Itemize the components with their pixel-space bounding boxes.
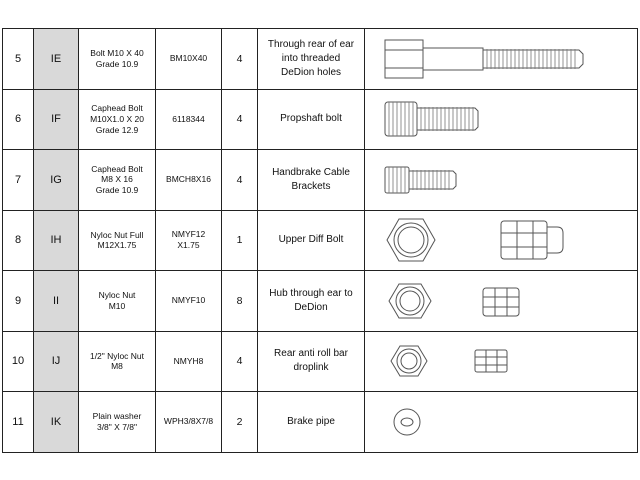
item-description: Caphead Bolt M10X1.0 X 20 Grade 12.9 (79, 89, 156, 150)
large-nyloc-nut-icon (365, 210, 638, 271)
usage: Propshaft bolt (258, 89, 365, 150)
table-row (3, 89, 638, 150)
item-description: Nyloc Nut Full M12X1.75 (79, 210, 156, 271)
item-number: 7 (3, 150, 34, 211)
usage: Upper Diff Bolt (258, 210, 365, 271)
item-number: 10 (3, 331, 34, 392)
small-caphead-bolt-icon (365, 150, 638, 211)
item-number: 5 (3, 29, 34, 90)
part-number: WPH3/8X7/8 (156, 392, 222, 453)
item-code: IG (34, 150, 79, 211)
caphead-bolt-icon (365, 89, 638, 150)
item-code: IK (34, 392, 79, 453)
item-number: 11 (3, 392, 34, 453)
usage: Through rear of ear into threaded DeDion holes (258, 29, 365, 90)
table-row (3, 392, 638, 453)
item-number: 9 (3, 271, 34, 332)
usage: Rear anti roll bar droplink (258, 331, 365, 392)
table-row (3, 210, 638, 271)
table-row (3, 331, 638, 392)
item-code: IF (34, 89, 79, 150)
part-number: NMYF10 (156, 271, 222, 332)
hex-bolt-icon (365, 29, 638, 90)
usage: Brake pipe (258, 392, 365, 453)
quantity: 4 (222, 89, 258, 150)
item-code: IH (34, 210, 79, 271)
nyloc-nut-icon (365, 271, 638, 332)
table-row (3, 29, 638, 90)
part-number: NMYH8 (156, 331, 222, 392)
small-nyloc-nut-icon (365, 331, 638, 392)
item-description: Nyloc Nut M10 (79, 271, 156, 332)
table-row (3, 150, 638, 211)
item-description: Plain washer 3/8" X 7/8" (79, 392, 156, 453)
quantity: 4 (222, 150, 258, 211)
usage: Handbrake Cable Brackets (258, 150, 365, 211)
parts-table (2, 28, 638, 453)
usage: Hub through ear to DeDion (258, 271, 365, 332)
quantity: 8 (222, 271, 258, 332)
quantity: 4 (222, 29, 258, 90)
part-number: BMCH8X16 (156, 150, 222, 211)
item-code: IE (34, 29, 79, 90)
item-description: Caphead Bolt M8 X 16 Grade 10.9 (79, 150, 156, 211)
washer-icon (365, 392, 638, 453)
quantity: 4 (222, 331, 258, 392)
quantity: 1 (222, 210, 258, 271)
part-number: NMYF12 X1.75 (156, 210, 222, 271)
part-number: BM10X40 (156, 29, 222, 90)
item-code: IJ (34, 331, 79, 392)
quantity: 2 (222, 392, 258, 453)
table-row (3, 271, 638, 332)
item-code: II (34, 271, 79, 332)
item-description: Bolt M10 X 40 Grade 10.9 (79, 29, 156, 90)
item-number: 6 (3, 89, 34, 150)
item-description: 1/2" Nyloc Nut M8 (79, 331, 156, 392)
part-number: 6118344 (156, 89, 222, 150)
item-number: 8 (3, 210, 34, 271)
